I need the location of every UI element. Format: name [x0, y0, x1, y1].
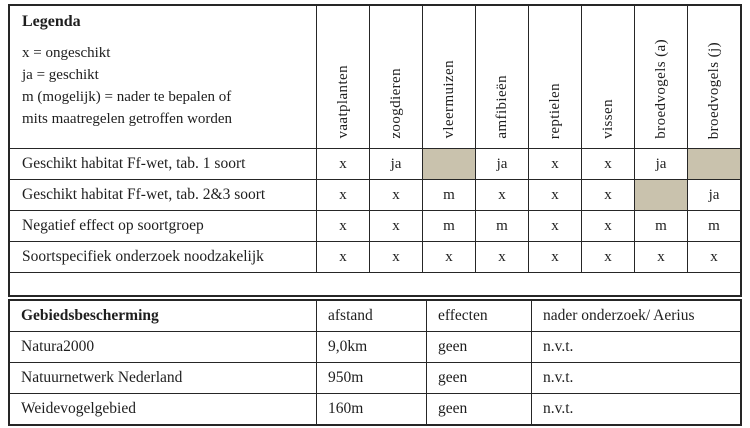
- matrix-cell: x: [582, 149, 634, 179]
- matrix-cell: x: [476, 180, 528, 210]
- area-row-afstand: 160m: [317, 394, 426, 424]
- matrix-cell: x: [476, 242, 528, 272]
- column-header-label: vissen: [599, 99, 616, 139]
- matrix-row-label: Negatief effect op soortgroep: [10, 211, 316, 241]
- matrix-row-label: Geschikt habitat Ff-wet, tab. 1 soort: [10, 149, 316, 179]
- column-header-zoogdieren: [370, 6, 422, 148]
- area-row-onderzoek: n.v.t.: [532, 332, 740, 362]
- column-header-amfibieen: [476, 6, 528, 148]
- matrix-cell: [688, 149, 740, 179]
- area-row-onderzoek: n.v.t.: [532, 394, 740, 424]
- column-header-reptielen: [529, 6, 581, 148]
- matrix-cell: m: [476, 211, 528, 241]
- matrix-cell: ja: [370, 149, 422, 179]
- column-header-vleermuizen: [423, 6, 475, 148]
- legend-cell: [10, 6, 316, 148]
- area-header-gebiedsbescherming: Gebiedsbescherming: [10, 301, 316, 331]
- matrix-cell: x: [529, 180, 581, 210]
- area-protection-table: [8, 299, 742, 426]
- matrix-cell: x: [317, 180, 369, 210]
- column-header-label: broedvogels (a): [652, 39, 669, 139]
- matrix-cell: x: [529, 242, 581, 272]
- area-row-name: Natura2000: [10, 332, 316, 362]
- empty-spacer-row: [10, 273, 740, 295]
- matrix-cell: m: [423, 180, 475, 210]
- column-header-label: zoogdieren: [387, 68, 404, 139]
- matrix-cell: m: [635, 211, 687, 241]
- matrix-cell: x: [370, 180, 422, 210]
- matrix-cell: x: [688, 242, 740, 272]
- column-header-label: reptielen: [546, 82, 563, 139]
- column-header-vissen: [582, 6, 634, 148]
- legend-title: Legenda: [22, 13, 81, 30]
- legend-line: x = ongeschikt: [22, 45, 111, 61]
- legend-line: mits maatregelen getroffen worden: [22, 111, 233, 127]
- matrix-cell: m: [688, 211, 740, 241]
- area-row-onderzoek: n.v.t.: [532, 363, 740, 393]
- matrix-cell: [635, 180, 687, 210]
- matrix-cell: x: [317, 149, 369, 179]
- matrix-cell: [423, 149, 475, 179]
- area-row-effecten: geen: [427, 363, 531, 393]
- area-row-name: Natuurnetwerk Nederland: [10, 363, 316, 393]
- column-header-label: amfibieën: [493, 75, 510, 139]
- matrix-cell: x: [370, 242, 422, 272]
- area-row-effecten: geen: [427, 332, 531, 362]
- column-header-label: vaatplanten: [334, 65, 351, 139]
- matrix-cell: x: [370, 211, 422, 241]
- column-header-vaatplanten: [317, 6, 369, 148]
- matrix-row-label: Soortspecifiek onderzoek noodzakelijk: [10, 242, 316, 272]
- legend-line: m (mogelijk) = nader te bepalen of: [22, 89, 232, 105]
- matrix-row-label: Geschikt habitat Ff-wet, tab. 2&3 soort: [10, 180, 316, 210]
- area-row-afstand: 950m: [317, 363, 426, 393]
- matrix-cell: ja: [635, 149, 687, 179]
- matrix-cell: ja: [476, 149, 528, 179]
- matrix-cell: ja: [688, 180, 740, 210]
- area-header-effecten: effecten: [427, 301, 531, 331]
- matrix-cell: x: [317, 242, 369, 272]
- matrix-cell: x: [582, 180, 634, 210]
- area-header-afstand: afstand: [317, 301, 426, 331]
- column-header-label: broedvogels (j): [705, 41, 722, 139]
- column-header-broedvogels-a: [635, 6, 687, 148]
- matrix-cell: x: [317, 211, 369, 241]
- matrix-cell: x: [582, 211, 634, 241]
- matrix-cell: x: [582, 242, 634, 272]
- column-header-label: vleermuizen: [440, 60, 457, 139]
- species-matrix-table: [8, 4, 742, 297]
- matrix-cell: x: [529, 211, 581, 241]
- area-row-effecten: geen: [427, 394, 531, 424]
- matrix-cell: x: [423, 242, 475, 272]
- matrix-cell: x: [529, 149, 581, 179]
- column-header-broedvogels-j: [688, 6, 740, 148]
- area-header-onderzoek: nader onderzoek/ Aerius: [532, 301, 740, 331]
- area-row-name: Weidevogelgebied: [10, 394, 316, 424]
- matrix-cell: m: [423, 211, 475, 241]
- legend-line: ja = geschikt: [22, 67, 99, 83]
- matrix-cell: x: [635, 242, 687, 272]
- area-row-afstand: 9,0km: [317, 332, 426, 362]
